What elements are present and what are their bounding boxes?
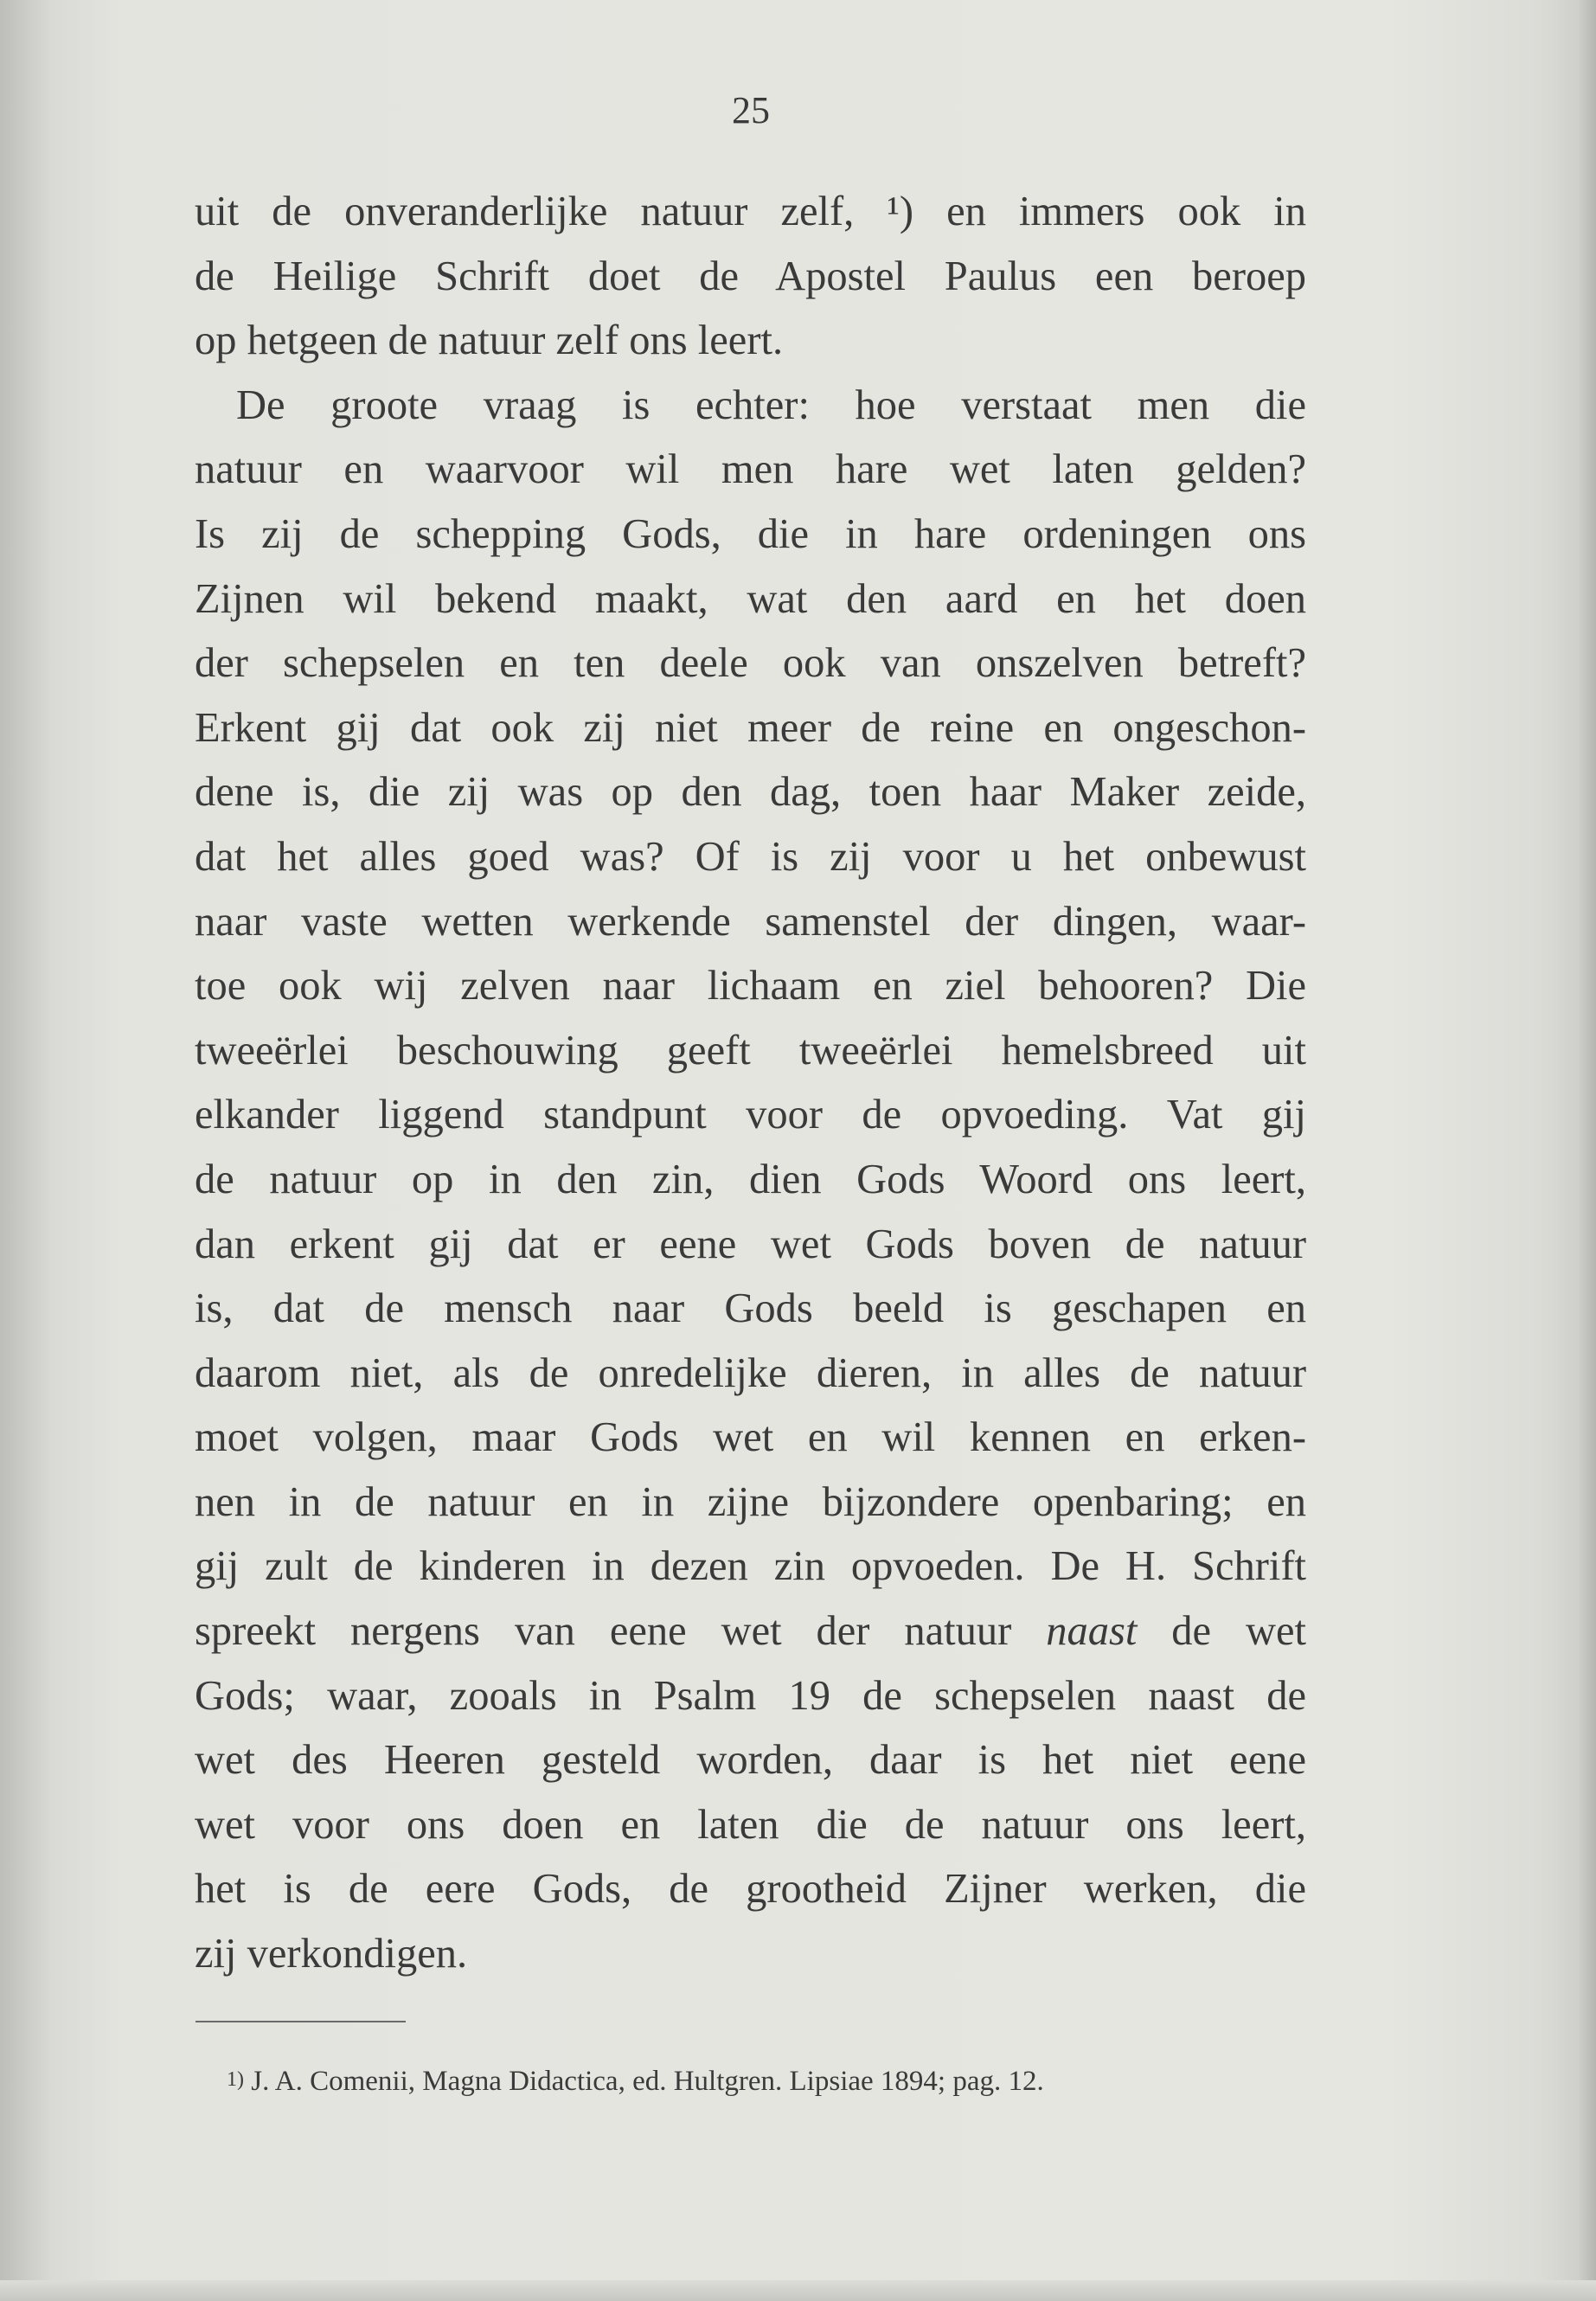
body-line: wet voor ons doen en laten die de natuur ons leert, (195, 1801, 1306, 1848)
body-line: het is de eere Gods, de grootheid Zijner werken, die (195, 1866, 1306, 1913)
body-line: zij verkondigen. (195, 1931, 468, 1977)
emphasized-word: naast (1046, 1608, 1138, 1655)
body-line: Zijnen wil bekend maakt, wat den aard en het doen (195, 575, 1306, 622)
body-line: natuur en waarvoor wil men hare wet laten gelden? (195, 446, 1306, 493)
body-line: de natuur op in den zin, dien Gods Woord ons leert, (195, 1156, 1306, 1202)
body-line: De groote vraag is echter: hoe verstaat men die (236, 381, 1306, 428)
body-line: dan erkent gij dat er eene wet Gods boven de natuur (195, 1221, 1306, 1267)
body-line: spreekt nergens van eene wet der natuur naast de wet (195, 1608, 1307, 1655)
body-line: moet volgen, maar Gods wet en wil kennen en erken- (195, 1414, 1306, 1461)
body-line: op hetgeen de natuur zelf ons leert. (195, 317, 784, 364)
page-number: 25 (732, 89, 770, 131)
body-line: daarom niet, als de onredelijke dieren, in alles de natuur (195, 1349, 1306, 1396)
page-right-edge (1577, 0, 1596, 2301)
body-line: Gods; waar, zooals in Psalm 19 de schepselen naast de (195, 1672, 1306, 1719)
footnote-divider (195, 2021, 406, 2022)
page-bottom-edge (0, 2280, 1596, 2301)
body-line: gij zult de kinderen in dezen zin opvoeden. De H. Schrift (195, 1543, 1306, 1590)
body-line: wet des Heeren gesteld worden, daar is het niet eene (195, 1737, 1306, 1784)
body-line: de Heilige Schrift doet de Apostel Paulus een beroep (195, 253, 1306, 299)
body-line: is, dat de mensch naar Gods beeld is geschapen en (195, 1285, 1306, 1332)
footnote-text: J. A. Comenii, Magna Didactica, ed. Hultgren. Lipsiae 1894; pag. 12. (251, 2066, 1044, 2097)
body-line: naar vaste wetten werkende samenstel der dingen, waar- (195, 898, 1306, 945)
body-line: tweeërlei beschouwing geeft tweeërlei hemelsbreed uit (195, 1027, 1306, 1074)
body-line: Is zij de schepping Gods, die in hare ordeningen ons (195, 510, 1306, 557)
footnote-marker: 1) (227, 2068, 244, 2091)
body-line: uit de onveranderlijke natuur zelf, ¹) en immers ook in (195, 189, 1306, 234)
body-line: dat het alles goed was? Of is zij voor u het onbewust (195, 833, 1306, 880)
footnote (227, 2062, 1308, 2100)
body-line: elkander liggend standpunt voor de opvoeding. Vat gij (195, 1092, 1306, 1138)
body-line: dene is, die zij was op den dag, toen haar Maker zeide, (195, 769, 1306, 816)
body-line: nen in de natuur en in zijne bijzondere openbaring; en (195, 1478, 1306, 1525)
body-text (195, 180, 1306, 1987)
body-line: Erkent gij dat ook zij niet meer de reine en ongeschon- (195, 704, 1306, 751)
body-line: der schepselen en ten deele ook van onszelven betreft? (195, 640, 1306, 687)
body-line: toe ook wij zelven naar lichaam en ziel behooren? Die (195, 963, 1306, 1009)
